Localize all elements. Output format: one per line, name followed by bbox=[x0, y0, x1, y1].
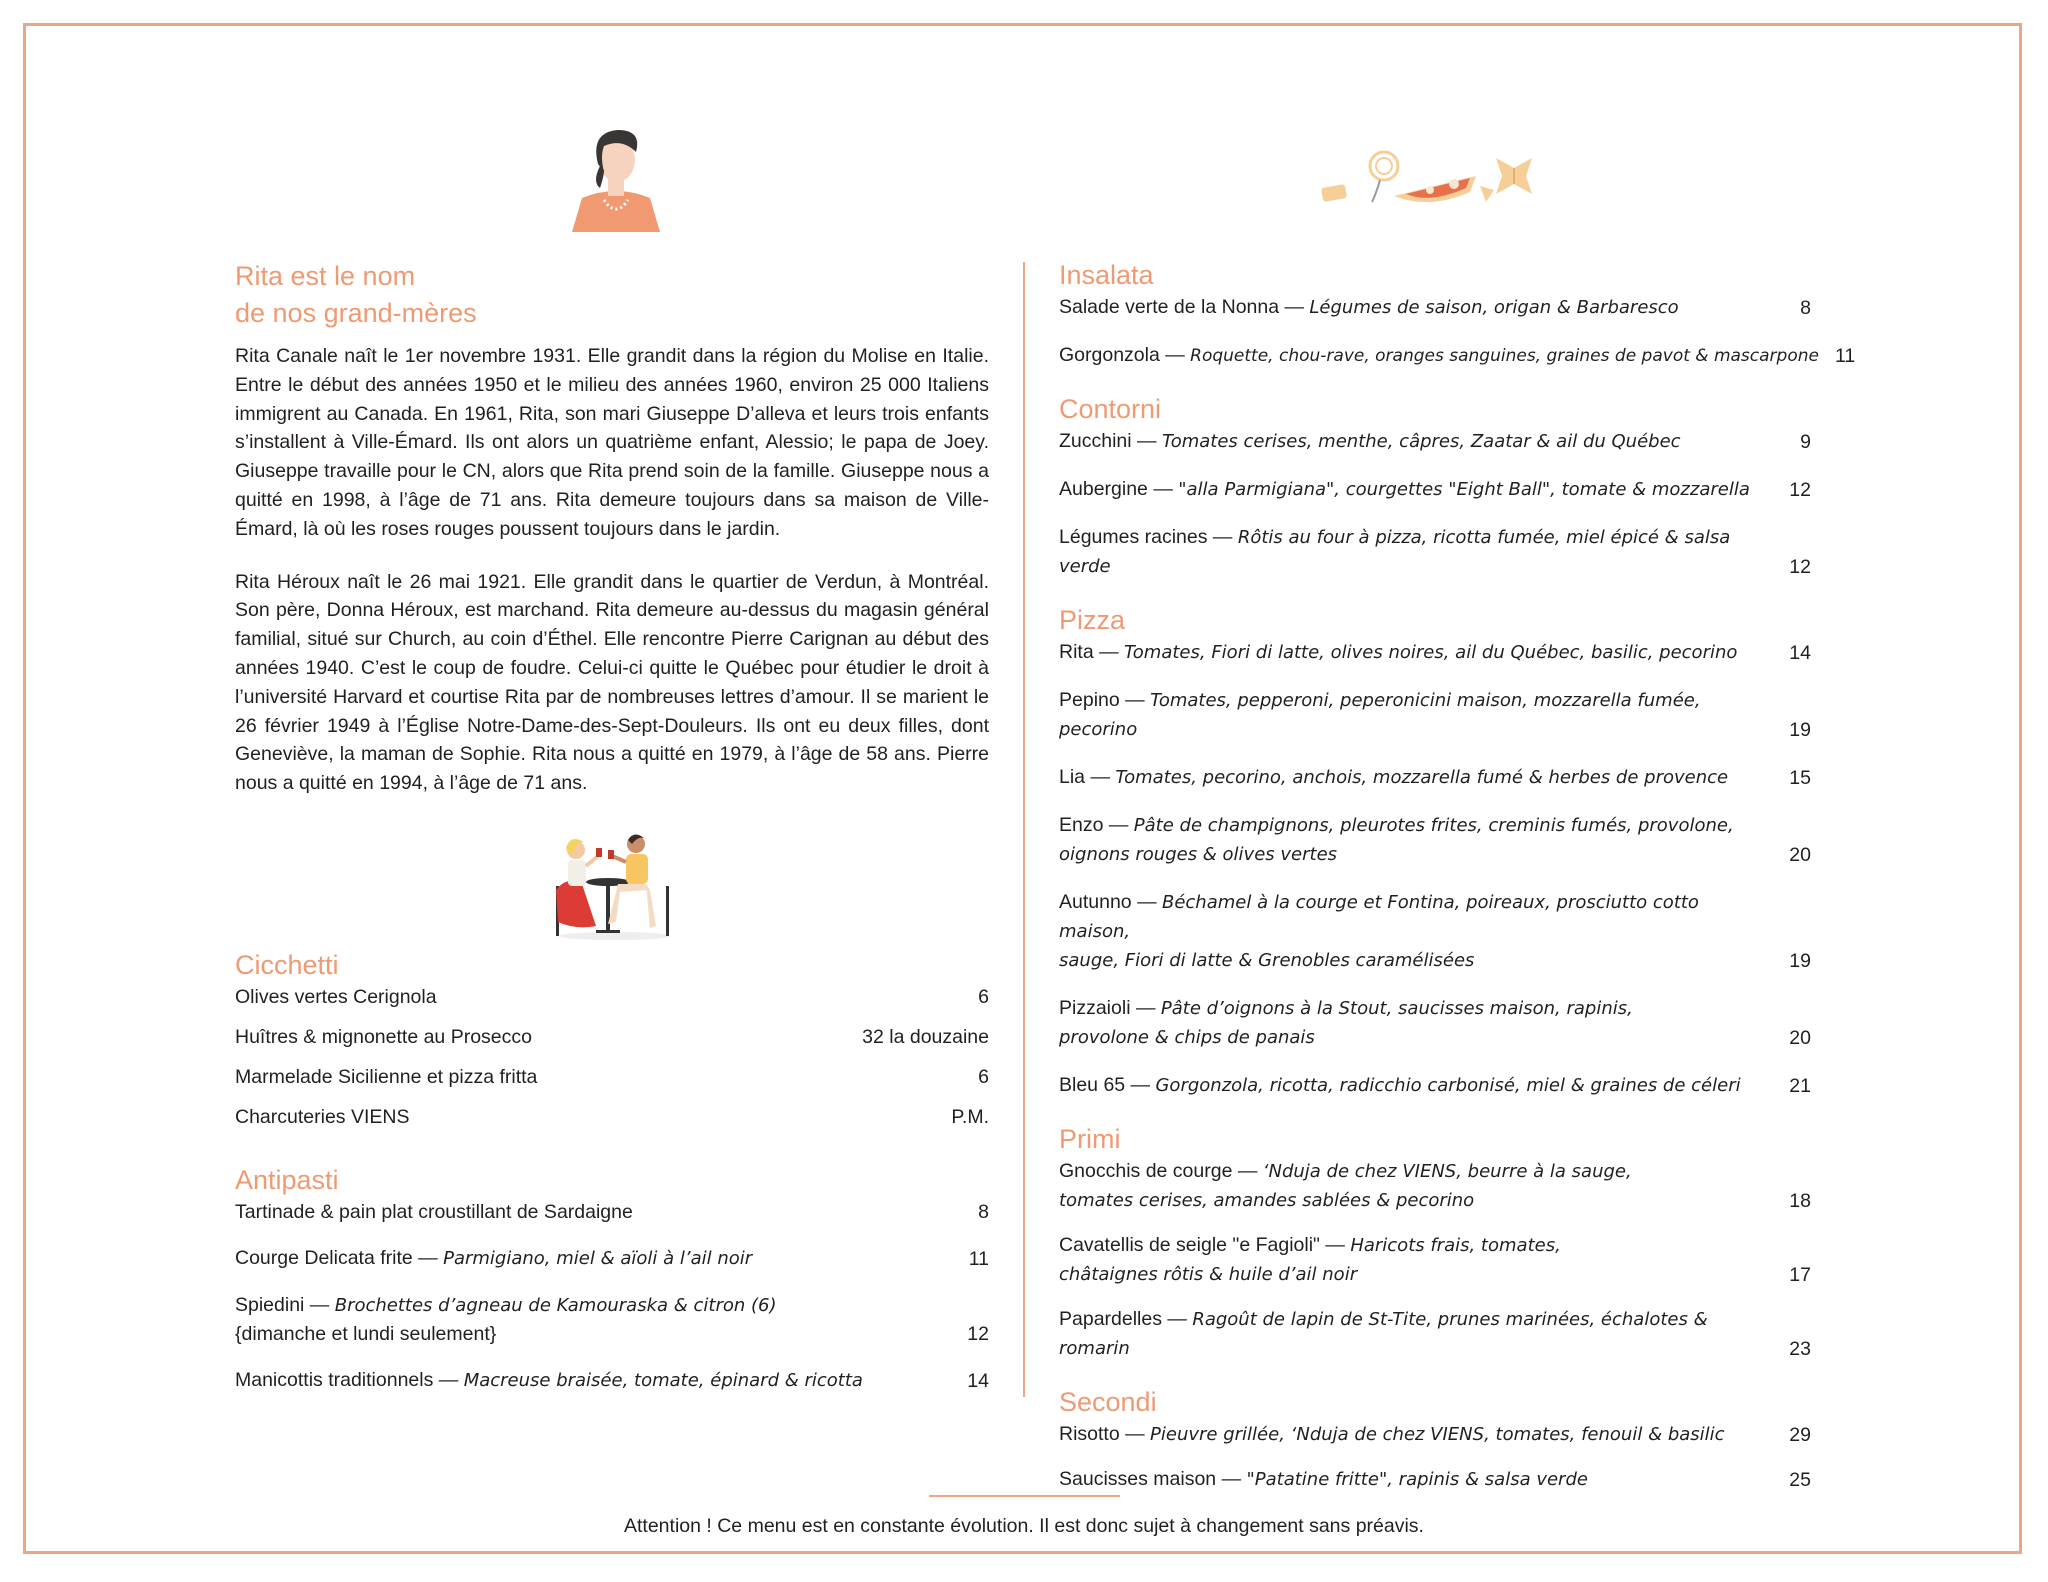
item-name: Gnocchis de courge — bbox=[1059, 1160, 1263, 1182]
menu-item bbox=[1059, 1231, 1811, 1289]
menu-item bbox=[1059, 811, 1811, 869]
pasta-pizza-illustration bbox=[1320, 146, 1552, 212]
cicchetti-section bbox=[235, 948, 989, 1131]
item-name: Courge Delicata frite — bbox=[235, 1247, 444, 1269]
item-name: Pepino — bbox=[1059, 689, 1151, 711]
item-name: Enzo — bbox=[1059, 814, 1134, 836]
menu-item bbox=[1059, 341, 1856, 370]
contorni-title: Contorni bbox=[1059, 394, 1162, 424]
menu-item bbox=[235, 1244, 989, 1273]
item-price: P.M. bbox=[951, 1106, 989, 1128]
item-name: Risotto — bbox=[1059, 1423, 1151, 1445]
story-paragraph-2: Rita Héroux naît le 26 mai 1921. Elle grandit dans le quartier de Verdun, à Montréal. Son père, Donna Héroux, est marchand. Rita demeure au-dessus du magasin général familial, situé sur Church, au coin d’Éthel. Elle rencontre Pierre Carignan au début des années 1940. C’est le coup de foudre. Celui-ci quitte le Québec pour étudier le droit à l’université Harvard et courtise Rita par de nombreuses lettres d’amour. Il se marient le 26 février 1949 à l’Église Notre-Dame-des-Sept-Douleurs. Ils ont eu deux filles, dont Geneviève, la maman de Sophie. Rita nous a quitté en 1979, à l’âge de 58 ans. Pierre nous a quitté en 1994, à l’âge de 71 ans. bbox=[235, 570, 989, 795]
grandmother-portrait-illustration bbox=[570, 126, 662, 232]
menu-item bbox=[1059, 763, 1811, 792]
story-paragraph-1: Rita Canale naît le 1er novembre 1931. Elle grandit dans la région du Molise en Italie. Entre le début des années 1950 et le milieu des années 1960, environ 25 000 Italiens immigrent au Canada. En 1961, Rita, son mari Giuseppe D’alleva et leurs trois enfants s’installent à Ville-Émard. Ils ont alors un quatrième enfant, Alessio; le papa de Joey. Giuseppe travaille pour le CN, alors que Rita prend soin de la famille. Giuseppe nous a quitté en 1998, à l’âge de 71 ans. Rita demeure toujours dans sa maison de Ville-Émard, là où les roses rouges poussent toujours dans le jardin. bbox=[235, 345, 989, 540]
item-price: 29 bbox=[1789, 1424, 1811, 1446]
item-price: 11 bbox=[968, 1248, 989, 1270]
item-description: Rôtis au four à pizza, ricotta fumée, miel épicé & salsa verde bbox=[1059, 527, 1731, 577]
item-description: Macreuse braisée, tomate, épinard & ricotta bbox=[463, 1370, 863, 1391]
item-description: Tomates cerises, menthe, câpres, Zaatar & ail du Québec bbox=[1161, 431, 1681, 452]
item-description: tomates cerises, amandes sablées & pecorino bbox=[1059, 1190, 1475, 1211]
item-description: Haricots frais, tomates, bbox=[1350, 1235, 1561, 1256]
menu-item bbox=[235, 1366, 989, 1395]
item-price: 20 bbox=[1789, 844, 1811, 866]
item-price: 12 bbox=[1789, 556, 1811, 578]
item-description: "alla Parmigiana", courgettes "Eight Ball", tomate & mozzarella bbox=[1178, 479, 1750, 500]
footer-notice: Attention ! Ce menu est en constante évolution. Il est donc sujet à changement sans préavis. bbox=[624, 1515, 1424, 1537]
item-description: Pâte d’oignons à la Stout, saucisses maison, rapinis, bbox=[1160, 998, 1633, 1019]
item-name: Cavatellis de seigle "e Fagioli" — bbox=[1059, 1234, 1351, 1256]
item-price: 21 bbox=[1789, 1075, 1811, 1097]
item-name: Lia — bbox=[1059, 766, 1116, 788]
item-name: Gorgonzola — bbox=[1059, 344, 1191, 366]
menu-item bbox=[235, 1023, 989, 1051]
menu-item bbox=[1059, 1157, 1811, 1215]
item-price: 8 bbox=[1800, 297, 1811, 319]
item-description: Brochettes d’agneau de Kamouraska & citron (6) bbox=[334, 1295, 777, 1316]
item-price: 32 la douzaine bbox=[862, 1026, 989, 1048]
item-note: {dimanche et lundi seulement} bbox=[235, 1323, 497, 1345]
item-price: 19 bbox=[1789, 950, 1811, 972]
item-name: Olives vertes Cerignola bbox=[235, 986, 437, 1008]
item-price: 12 bbox=[967, 1323, 989, 1345]
menu-item bbox=[235, 1103, 989, 1131]
item-name: Autunno — bbox=[1059, 891, 1162, 913]
item-price: 8 bbox=[978, 1201, 989, 1223]
menu-item bbox=[235, 1291, 989, 1348]
item-description: Roquette, chou-rave, oranges sanguines, graines de pavot & mascarpone bbox=[1190, 346, 1819, 366]
item-description: "Patatine fritte", rapinis & salsa verde bbox=[1246, 1469, 1588, 1490]
item-price: 14 bbox=[967, 1370, 989, 1392]
item-name: Saucisses maison — bbox=[1059, 1468, 1247, 1490]
menu-item bbox=[1059, 1071, 1811, 1100]
item-description: Légumes de saison, origan & Barbaresco bbox=[1309, 297, 1679, 318]
item-price: 11 bbox=[1834, 345, 1856, 367]
story-title bbox=[235, 258, 989, 332]
menu-item bbox=[1059, 427, 1811, 456]
item-price: 19 bbox=[1789, 719, 1811, 741]
item-price: 12 bbox=[1789, 479, 1811, 501]
antipasti-section bbox=[235, 1163, 989, 1395]
item-description: Pieuvre grillée, ‘Nduja de chez VIENS, tomates, fenouil & basilic bbox=[1150, 1424, 1725, 1445]
item-name: Spiedini — bbox=[235, 1294, 335, 1316]
item-name: Charcuteries VIENS bbox=[235, 1106, 410, 1128]
item-description: Tomates, Fiori di latte, olives noires, ail du Québec, basilic, pecorino bbox=[1124, 642, 1738, 663]
story-title-line1: Rita est le nom bbox=[235, 261, 416, 291]
secondi-title: Secondi bbox=[1059, 1387, 1157, 1417]
item-description: Tomates, pepperoni, peperonicini maison, mozzarella fumée, pecorino bbox=[1059, 690, 1701, 740]
menu-item bbox=[1059, 523, 1811, 581]
menu-item bbox=[235, 1198, 989, 1226]
item-price: 23 bbox=[1789, 1338, 1811, 1360]
item-name: Papardelles — bbox=[1059, 1308, 1193, 1330]
item-price: 18 bbox=[1789, 1190, 1811, 1212]
menu-item bbox=[235, 1063, 989, 1091]
couple-dining-illustration bbox=[546, 826, 678, 941]
menu-item bbox=[1059, 1420, 1811, 1449]
menu-item bbox=[1059, 1305, 1811, 1363]
item-price: 9 bbox=[1800, 431, 1811, 453]
item-description: Pâte de champignons, pleurotes frites, creminis fumés, provolone, bbox=[1133, 815, 1734, 836]
menu-item bbox=[1059, 1465, 1811, 1494]
item-name: Tartinade & pain plat croustillant de Sardaigne bbox=[235, 1201, 633, 1223]
footer-divider bbox=[929, 1495, 1120, 1497]
item-description: oignons rouges & olives vertes bbox=[1059, 844, 1338, 865]
item-price: 6 bbox=[978, 1066, 989, 1088]
item-name: Huîtres & mignonette au Prosecco bbox=[235, 1026, 532, 1048]
item-name: Pizzaioli — bbox=[1059, 997, 1161, 1019]
menu-item bbox=[1059, 638, 1811, 667]
item-description: Parmigiano, miel & aïoli à l’ail noir bbox=[443, 1248, 753, 1269]
item-name: Marmelade Sicilienne et pizza fritta bbox=[235, 1066, 538, 1088]
item-price: 14 bbox=[1789, 642, 1811, 664]
item-description: Béchamel à la courge et Fontina, poireaux, prosciutto cotto maison, bbox=[1059, 892, 1699, 942]
item-name: Zucchini — bbox=[1059, 430, 1162, 452]
item-description: Ragoût de lapin de St-Tite, prunes marinées, échalotes & romarin bbox=[1059, 1309, 1708, 1359]
item-name: Aubergine — bbox=[1059, 478, 1179, 500]
item-name: Salade verte de la Nonna — bbox=[1059, 296, 1310, 318]
item-name: Rita — bbox=[1059, 641, 1125, 663]
item-description: provolone & chips de panais bbox=[1059, 1027, 1315, 1048]
left-column bbox=[235, 258, 989, 1392]
menu-item bbox=[1059, 686, 1811, 744]
menu-item bbox=[1059, 293, 1811, 322]
story-title-line2: de nos grand-mères bbox=[235, 298, 477, 328]
item-price: 20 bbox=[1789, 1027, 1811, 1049]
pizza-title: Pizza bbox=[1059, 605, 1126, 635]
item-description: sauge, Fiori di latte & Grenobles caramélisées bbox=[1059, 950, 1475, 971]
antipasti-title: Antipasti bbox=[235, 1165, 339, 1195]
item-name: Légumes racines — bbox=[1059, 526, 1238, 548]
menu-item bbox=[1059, 475, 1811, 504]
story-text bbox=[235, 342, 989, 798]
insalata-title: Insalata bbox=[1059, 260, 1154, 290]
menu-item bbox=[235, 983, 989, 1011]
item-description: Gorgonzola, ricotta, radicchio carbonisé, miel & graines de céleri bbox=[1155, 1075, 1741, 1096]
item-description: Tomates, pecorino, anchois, mozzarella fumé & herbes de provence bbox=[1115, 767, 1729, 788]
item-name: Manicottis traditionnels — bbox=[235, 1369, 464, 1391]
column-divider bbox=[1023, 262, 1025, 1397]
menu-item bbox=[1059, 888, 1811, 975]
item-price: 6 bbox=[978, 986, 989, 1008]
item-description: châtaignes rôtis & huile d’ail noir bbox=[1059, 1264, 1358, 1285]
cicchetti-title: Cicchetti bbox=[235, 950, 339, 980]
right-column bbox=[1059, 258, 1856, 1494]
item-name: Bleu 65 — bbox=[1059, 1074, 1156, 1096]
menu-item bbox=[1059, 994, 1811, 1052]
item-price: 17 bbox=[1789, 1264, 1811, 1286]
item-price: 15 bbox=[1789, 767, 1811, 789]
item-price: 25 bbox=[1789, 1469, 1811, 1491]
item-description: ‘Nduja de chez VIENS, beurre à la sauge, bbox=[1262, 1161, 1632, 1182]
primi-title: Primi bbox=[1059, 1124, 1121, 1154]
